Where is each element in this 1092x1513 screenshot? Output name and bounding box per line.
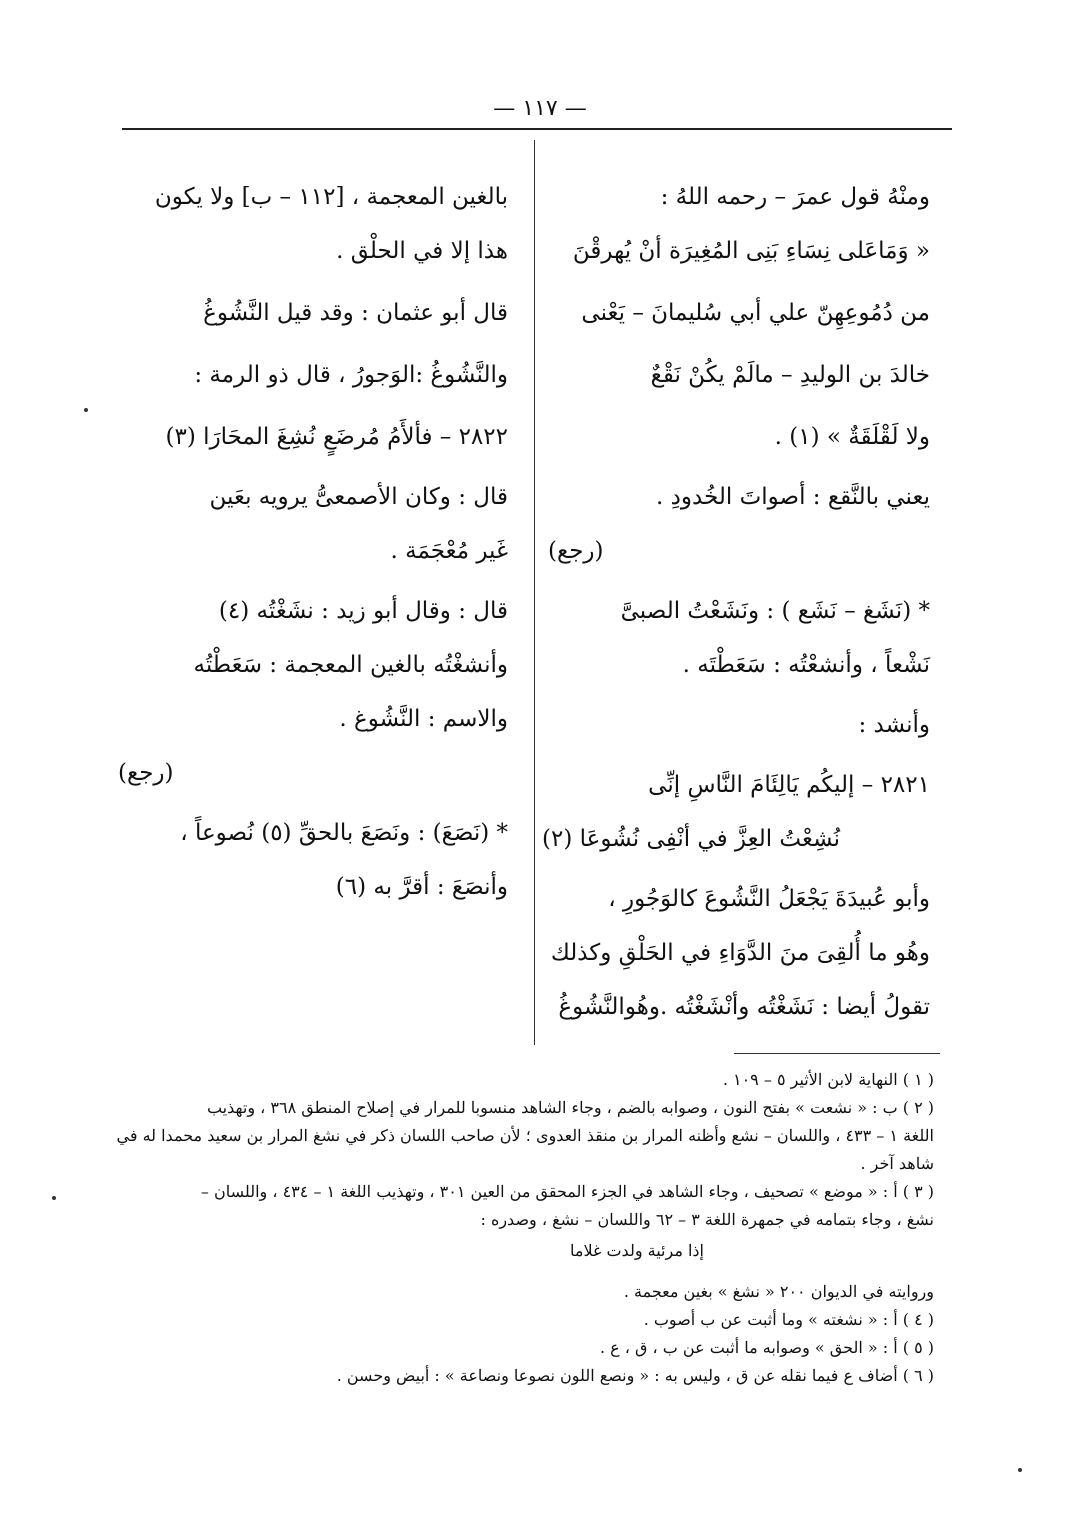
text-line: ومنْهُ قول عمرَ – رحمه اللهُ : xyxy=(660,184,930,210)
section-marker: (رجع) xyxy=(548,538,604,564)
text-line: بالغين المعجمة ، [١١٢ – ب] ولا يكون xyxy=(154,184,508,210)
print-speck xyxy=(84,408,88,412)
text-line: قال : وقال أبو زيد : نشَغْتُه (٤) xyxy=(218,598,508,624)
entry-heading: * (نَصَعَ) : ونَصَعَ بالحقِّ (٥) نُصوعاً ، xyxy=(180,820,508,846)
text-line: وأنشغْتُه بالغين المعجمة : سَعَطْتُه xyxy=(193,652,508,678)
footnote-continuation: وروايته في الديوان ٢٠٠ « نشغ » بغين معجمة . xyxy=(623,1282,934,1301)
right-column xyxy=(542,170,930,1034)
footnote: ( ٣ ) أ : « موضع » تصحيف ، وجاء الشاهد في الجزء المحقق من العين ٣٠١ ، وتهذيب اللغة ١ – ٤٣٤ ، واللسان – xyxy=(200,1182,934,1201)
text-line: وأنشد : xyxy=(858,712,930,738)
text-line: والاسم : النَّشُوغ . xyxy=(339,706,508,732)
text-line: قال أبو عثمان : وقد قيل النَّشُوغُ xyxy=(203,300,508,326)
footnote-continuation: اللغة ١ – ٤٣٣ ، واللسان – نشع وأظنه المرار بن منقذ العدوى ؛ لأن صاحب اللسان ذكر في نشغ المرار بن سعيد محمدا له في xyxy=(116,1126,934,1145)
entry-heading: * (نَشَغ – نَشَع ) : ونَشَعْتُ الصبىَّ xyxy=(620,598,930,624)
verse-line: ٢٨٢٢ – فألأَمُ مُرضَعٍ نُشِغَ المحَارَا (٣) xyxy=(165,424,508,450)
text-line: تقولُ أيضا : نَشَغْتُه وأنْشَغْتُه .وهُوالنَّشُوغُ xyxy=(558,994,930,1020)
footnote-continuation: شاهد آخر . xyxy=(860,1154,934,1173)
text-line: من دُمُوعِهِنّ علي أبي سُليمانَ – يَعْنى xyxy=(581,300,930,326)
footnote-verse: إذا مرئية ولدت غلاما xyxy=(570,1241,704,1260)
text-line: والنَّشُوغُ :الوَجورُ ، قال ذو الرمة : xyxy=(194,362,508,388)
text-line: يعني بالنَّقع : أصواتَ الخُدودِ . xyxy=(656,484,930,510)
footnote: ( ٢ ) ب : « نشعت » بفتح النون ، وصوابه بالضم ، وجاء الشاهد منسوبا للمرار في إصلاح المنطق ٣٦٨ ، وتهذيب xyxy=(206,1098,934,1117)
text-line: خالدَ بن الوليدِ – مالَمْ يكُنْ نَقْعٌ xyxy=(650,362,930,388)
verse-line: نُشِعْتُ العِزَّ في أنْفِى نُشُوعَا (٢) xyxy=(542,826,840,852)
footnote: ( ٤ ) أ : « نشغته » وما أثبت عن ب أصوب . xyxy=(643,1310,934,1329)
footnote: ( ٦ ) أضاف ع فيما نقله عن ق ، وليس به : « ونصع اللون نصوعا ونصاعة » : أبيض وحسن . xyxy=(336,1366,934,1385)
header-rule xyxy=(122,128,952,130)
text-line: ولا لَقْلَقَةٌ » (١) . xyxy=(774,424,930,450)
text-line: هذا إلا في الحلْق . xyxy=(336,238,508,264)
page-number: — ١١٧ — xyxy=(493,96,587,121)
footnote-rule xyxy=(734,1053,940,1054)
footnote-continuation: نشغ ، وجاء بتمامه في جمهرة اللغة ٣ – ٦٢ واللسان – نشغ ، وصدره : xyxy=(480,1210,934,1229)
text-line: نَشْعاً ، وأنشعْتُه : سَعَطْتَه . xyxy=(682,652,930,678)
footnote: ( ٥ ) أ : « الحق » وصوابه ما أثبت عن ب ، ق ، ع . xyxy=(599,1338,934,1357)
verse-line: ٢٨٢١ – إليكُم يَالِئَامَ النَّاسِ إنِّى xyxy=(648,772,930,798)
footnote: ( ١ ) النهاية لابن الأثير ٥ – ١٠٩ . xyxy=(722,1070,934,1089)
footnotes xyxy=(116,1066,934,1390)
text-line: وهُو ما أُلقِىَ منَ الدَّوَاءِ في الحَلْقِ وكذلك xyxy=(550,940,930,966)
text-line: وأبو عُبيدَةَ يَجْعَلُ النَّشُوعَ كالوَجُورِ ، xyxy=(608,886,930,912)
left-column xyxy=(118,170,508,910)
text-line: « وَمَاعَلى نِسَاءِ بَنِى المُغِيرَة أنْ يُهرقْنَ xyxy=(572,238,930,264)
print-speck xyxy=(1018,1468,1022,1472)
text-line: غَير مُعْجَمَة . xyxy=(390,538,508,564)
text-line: وأنصَعَ : أقرَّ به (٦) xyxy=(335,874,508,900)
section-marker: (رجع) xyxy=(118,760,174,786)
text-line: قال : وكان الأصمعىُّ يرويه بعَين xyxy=(209,484,508,510)
print-speck xyxy=(52,1196,56,1200)
column-divider xyxy=(534,140,535,1045)
